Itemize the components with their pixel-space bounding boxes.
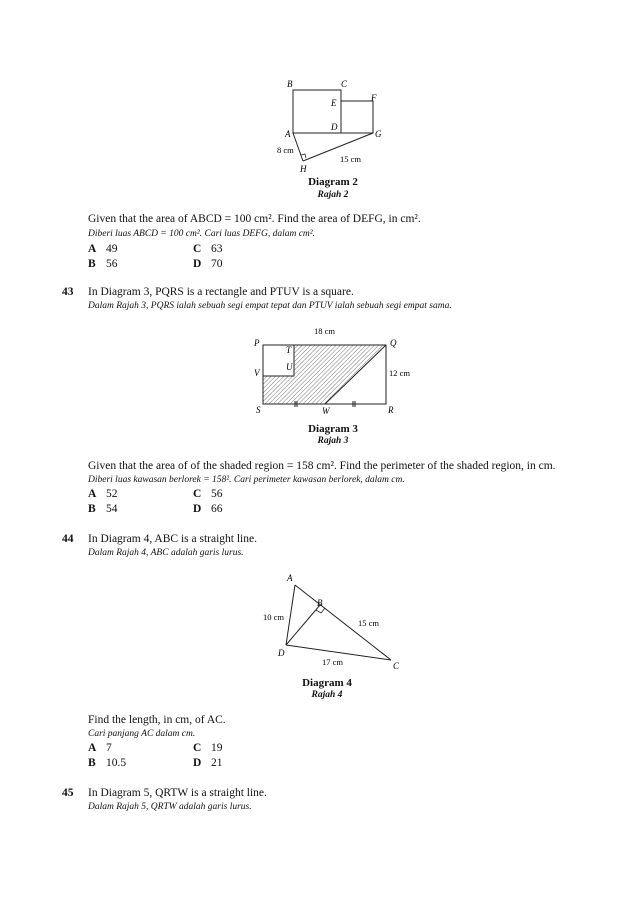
label-r: R (388, 405, 394, 415)
q43-intro: In Diagram 3, PQRS is a rectangle and PTUV is a square. (88, 286, 354, 298)
dim-15cm: 15 cm (358, 618, 380, 628)
q43-option-d[interactable]: D 66 (193, 503, 223, 515)
q45-intro-ms: Dalam Rajah 5, QRTW adalah garis lurus. (88, 802, 252, 812)
q44-option-a[interactable]: A 7 (88, 742, 112, 754)
label-c: C (341, 79, 348, 89)
q44-intro-ms: Dalam Rajah 4, ABC adalah garis lurus. (88, 548, 244, 558)
label-s: S (256, 405, 261, 415)
label-a: A (285, 129, 291, 139)
diagram-3-caption-ms: Rajah 3 (317, 436, 349, 446)
q42-option-d[interactable]: D 70 (193, 258, 223, 270)
label-c: C (393, 661, 400, 671)
q42-option-a[interactable]: A 49 (88, 243, 118, 255)
q42-stem-ms: Diberi luas ABCD = 100 cm². Cari luas DEFG, dalam cm². (88, 229, 315, 239)
diagram-2-caption-ms: Rajah 2 (317, 190, 349, 200)
q43-intro-ms: Dalam Rajah 3, PQRS ialah sebuah segi empat tepat dan PTUV ialah sebuah segi empat sama. (88, 301, 452, 311)
q44-number: 44 (62, 533, 74, 545)
label-h: H (300, 164, 307, 174)
label-t: T (286, 345, 292, 355)
q43-stem-ms: Diberi luas kawasan berlorek = 158². Cari perimeter kawasan berlorek, dalam cm. (88, 475, 405, 485)
label-v: V (254, 368, 260, 378)
dim-17cm: 17 cm (322, 657, 344, 667)
q45-number: 45 (62, 787, 74, 799)
q44-option-b[interactable]: B 10.5 (88, 757, 127, 769)
label-u: U (286, 362, 293, 372)
q44-option-c[interactable]: C 19 (193, 742, 223, 754)
dim-18cm: 18 cm (314, 326, 336, 336)
q43-option-b[interactable]: B 54 (88, 503, 118, 515)
label-g: G (375, 129, 382, 139)
diagram-4-caption: Diagram 4 (302, 677, 352, 689)
q45-intro: In Diagram 5, QRTW is a straight line. (88, 787, 267, 799)
diagram-4-caption-ms: Rajah 4 (311, 690, 343, 700)
diagram-4 (255, 570, 415, 675)
dim-10cm: 10 cm (263, 612, 285, 622)
q43-option-c[interactable]: C 56 (193, 488, 223, 500)
label-d: D (278, 648, 285, 658)
q44-option-d[interactable]: D 21 (193, 757, 223, 769)
q43-stem: Given that the area of of the shaded region = 158 cm². Find the perimeter of the shaded region, in cm. (88, 460, 556, 472)
diagram-2-caption: Diagram 2 (308, 176, 358, 188)
label-e: E (331, 98, 337, 108)
q44-stem: Find the length, in cm, of AC. (88, 714, 226, 726)
q42-stem: Given that the area of ABCD = 100 cm². Find the area of DEFG, in cm². (88, 213, 421, 225)
label-d: D (331, 122, 338, 132)
q42-option-b[interactable]: B 56 (88, 258, 118, 270)
dim-15cm: 15 cm (340, 154, 362, 164)
label-f: F (371, 93, 377, 103)
label-p: P (254, 338, 260, 348)
dim-8cm: 8 cm (277, 145, 294, 155)
dim-12cm: 12 cm (389, 368, 411, 378)
label-a: A (287, 573, 293, 583)
label-b: B (317, 598, 323, 608)
q42-option-c[interactable]: C 63 (193, 243, 223, 255)
label-b: B (287, 79, 293, 89)
diagram-3 (250, 325, 420, 420)
label-q: Q (390, 338, 397, 348)
q43-number: 43 (62, 286, 74, 298)
diagram-3-caption: Diagram 3 (308, 423, 358, 435)
q44-stem-ms: Cari panjang AC dalam cm. (88, 729, 196, 739)
q43-option-a[interactable]: A 52 (88, 488, 118, 500)
q44-intro: In Diagram 4, ABC is a straight line. (88, 533, 257, 545)
diagram-2 (265, 75, 395, 180)
label-w: W (322, 406, 330, 416)
